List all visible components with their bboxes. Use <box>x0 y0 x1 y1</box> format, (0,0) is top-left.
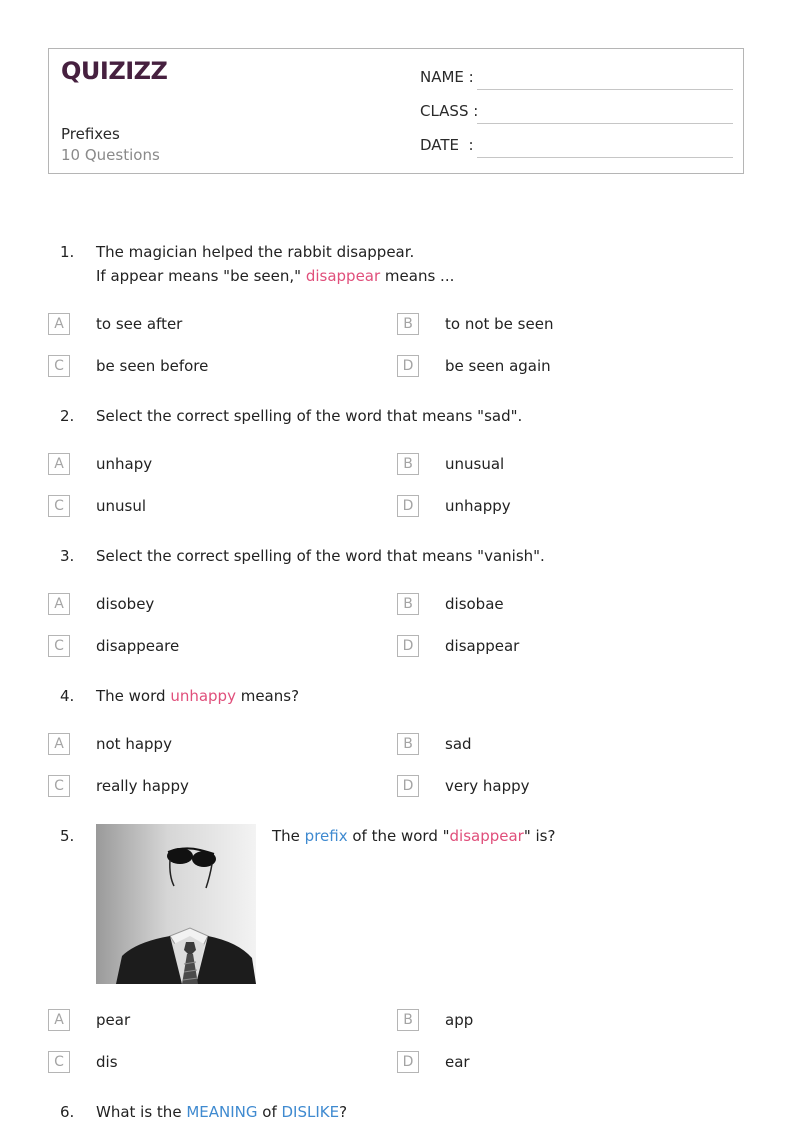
name-label: NAME : <box>420 68 474 86</box>
worksheet-title: Prefixes <box>61 125 120 143</box>
option-a-text: to see after <box>96 315 183 333</box>
option-a-box[interactable]: A <box>48 1009 70 1031</box>
class-field[interactable] <box>420 102 733 124</box>
option-d-text: ear <box>445 1053 470 1071</box>
highlighted-word: unhappy <box>170 687 236 705</box>
date-field[interactable] <box>420 136 733 158</box>
option-b-box[interactable]: B <box>397 313 419 335</box>
option-b-text: app <box>445 1011 474 1029</box>
invisible-man-icon <box>96 824 256 984</box>
question-text <box>96 1100 347 1124</box>
option-b-box[interactable]: B <box>397 733 419 755</box>
option-a-box[interactable]: A <box>48 313 70 335</box>
question-number: 5. <box>60 827 75 845</box>
question-text <box>96 684 299 708</box>
date-line <box>477 157 733 158</box>
class-line <box>477 123 733 124</box>
highlighted-word: disappear <box>305 267 381 285</box>
highlighted-word: prefix <box>304 827 348 845</box>
text-segment: If appear means "be seen," <box>96 267 306 285</box>
question-line-1: The magician helped the rabbit disappear. <box>96 243 415 261</box>
question-number: 1. <box>60 243 75 261</box>
name-line <box>477 89 733 90</box>
question-number: 3. <box>60 547 75 565</box>
option-d-box[interactable]: D <box>397 1051 419 1073</box>
option-b-text: unusual <box>445 455 505 473</box>
text-segment: The word <box>96 687 171 705</box>
worksheet-header <box>48 48 744 174</box>
option-a-text: not happy <box>96 735 172 753</box>
question-line-2 <box>96 264 454 288</box>
option-c-box[interactable]: C <box>48 495 70 517</box>
highlighted-word: MEANING <box>186 1103 258 1121</box>
option-b-text: sad <box>445 735 472 753</box>
option-d-box[interactable]: D <box>397 495 419 517</box>
text-segment: ? <box>339 1103 348 1121</box>
option-a-text: unhapy <box>96 455 153 473</box>
option-d-box[interactable]: D <box>397 355 419 377</box>
option-b-text: to not be seen <box>445 315 554 333</box>
option-b-box[interactable]: B <box>397 453 419 475</box>
class-label: CLASS : <box>420 102 479 120</box>
option-c-text: unusul <box>96 497 147 515</box>
invisible-man-photo <box>96 824 256 984</box>
option-a-text: pear <box>96 1011 131 1029</box>
option-c-box[interactable]: C <box>48 775 70 797</box>
option-a-box[interactable]: A <box>48 593 70 615</box>
option-d-text: unhappy <box>445 497 511 515</box>
option-c-text: really happy <box>96 777 189 795</box>
question-text: Select the correct spelling of the word that means "sad". <box>96 407 523 425</box>
option-b-box[interactable]: B <box>397 593 419 615</box>
option-c-text: disappeare <box>96 637 180 655</box>
question-text: Select the correct spelling of the word that means "vanish". <box>96 547 545 565</box>
text-segment: The <box>272 827 305 845</box>
option-d-text: very happy <box>445 777 530 795</box>
date-label: DATE : <box>420 136 474 154</box>
option-b-text: disobae <box>445 595 504 613</box>
option-d-box[interactable]: D <box>397 635 419 657</box>
text-segment: means ... <box>380 267 455 285</box>
option-a-box[interactable]: A <box>48 453 70 475</box>
option-c-text: dis <box>96 1053 118 1071</box>
option-d-text: disappear <box>445 637 520 655</box>
question-number: 4. <box>60 687 75 705</box>
text-segment: What is the <box>96 1103 187 1121</box>
option-d-box[interactable]: D <box>397 775 419 797</box>
highlighted-word: disappear <box>449 827 524 845</box>
name-field[interactable] <box>420 68 733 90</box>
option-c-box[interactable]: C <box>48 1051 70 1073</box>
text-segment: of the word " <box>347 827 450 845</box>
question-number: 2. <box>60 407 75 425</box>
text-segment: means? <box>235 687 300 705</box>
option-d-text: be seen again <box>445 357 551 375</box>
text-segment: of <box>257 1103 282 1121</box>
highlighted-word: DISLIKE <box>281 1103 340 1121</box>
option-a-text: disobey <box>96 595 155 613</box>
option-a-box[interactable]: A <box>48 733 70 755</box>
option-c-text: be seen before <box>96 357 209 375</box>
option-c-box[interactable]: C <box>48 355 70 377</box>
question-text <box>96 240 454 288</box>
question-text <box>272 824 555 848</box>
option-c-box[interactable]: C <box>48 635 70 657</box>
question-number: 6. <box>60 1103 75 1121</box>
text-segment: " is? <box>523 827 556 845</box>
question-count: 10 Questions <box>61 146 160 164</box>
option-b-box[interactable]: B <box>397 1009 419 1031</box>
quizizz-logo: QUIZIZZ <box>61 57 168 85</box>
